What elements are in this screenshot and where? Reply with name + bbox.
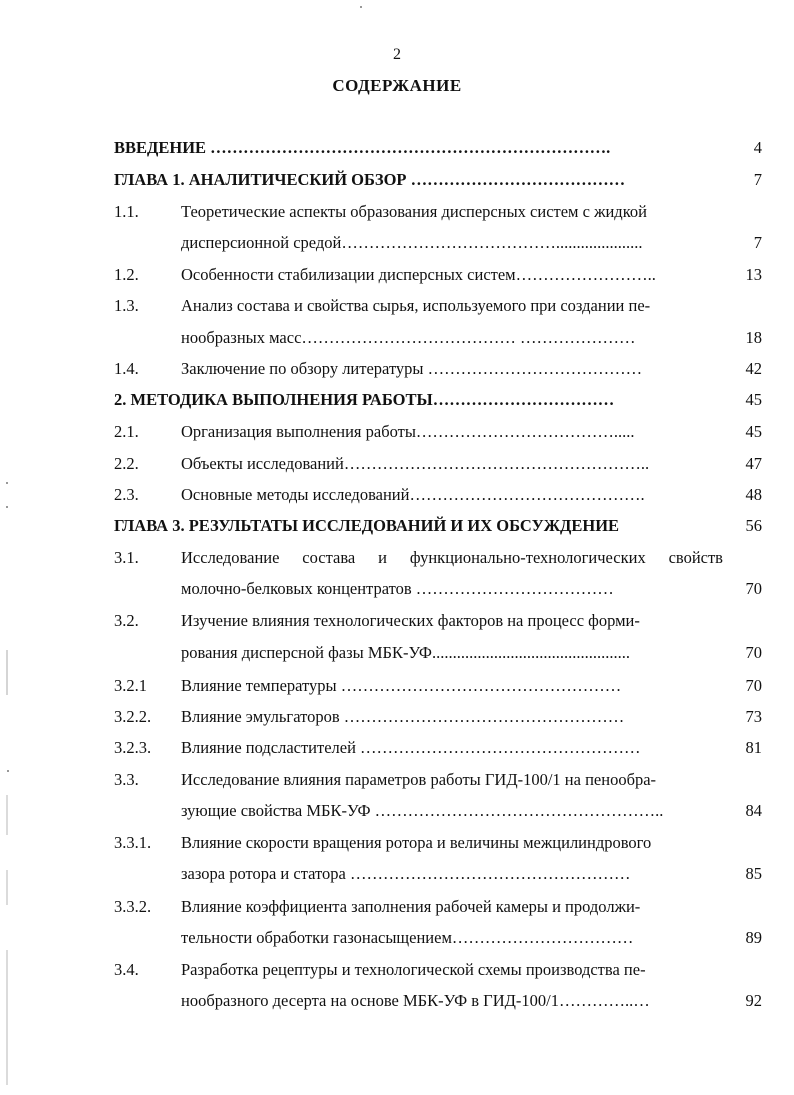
toc-entry-3-3-cont[interactable] [0,800,794,822]
scan-artifact [6,650,8,695]
toc-page: 56 [745,516,762,535]
toc-page: 81 [745,738,762,757]
scan-artifact [7,770,9,772]
toc-entry-text: молочно-белковых концентратов ……………………………… [181,579,614,598]
toc-entry-1-1[interactable] [0,201,794,223]
toc-entry-text: Влияние скорости вращения ротора и величины межцилиндрового [181,833,652,852]
toc-entry-text: ГЛАВА 1. АНАЛИТИЧЕСКИЙ ОБЗОР ………………………………… [114,170,626,189]
toc-entry-3-3-2[interactable] [0,896,794,918]
toc-entry-text: 2. МЕТОДИКА ВЫПОЛНЕНИЯ РАБОТЫ…………………………… [114,390,615,409]
toc-entry-3-4-cont[interactable] [0,990,794,1012]
toc-entry-3-4[interactable] [0,959,794,981]
toc-page: 89 [745,928,762,947]
toc-entry-1-4[interactable] [0,358,794,380]
toc-number: 3.2.3. [114,738,152,757]
scan-artifact [6,950,8,1085]
scan-artifact [6,506,8,508]
word: свойств [668,548,723,567]
toc-entry-3-2-1[interactable] [0,675,794,697]
toc-entry-text: рования дисперсной фазы МБК-УФ................................................ [181,643,630,662]
toc-entry-3-2[interactable] [0,610,794,632]
toc-entry-text: Влияние эмульгаторов …………………………………………… [181,707,625,726]
toc-page: 45 [745,422,762,441]
toc-page: 7 [753,170,762,189]
toc-entry-text: Влияние коэффициента заполнения рабочей камеры и продолжи- [181,897,641,916]
toc-number: 2.2. [114,454,139,473]
toc-entry-2-2[interactable] [0,453,794,475]
toc-entry-text: нообразного десерта на основе МБК-УФ в ГИД-100/1…………..… [181,991,650,1010]
toc-number: 2.3. [114,485,139,504]
toc-entry-text-justified [181,547,723,569]
toc-entry-text: Влияние температуры …………………………………………… [181,676,622,695]
toc-entry-chapter-3[interactable] [0,515,794,537]
toc-page: 18 [745,328,762,347]
toc-page: 47 [745,454,762,473]
toc-number: 1.2. [114,265,139,284]
toc-entry-3-3-1[interactable] [0,832,794,854]
scan-artifact [6,795,8,835]
toc-entry-1-2[interactable] [0,264,794,286]
toc-entry-text: Исследование влияния параметров работы ГИД-100/1 на пенообра- [181,770,657,789]
toc-entry-2-3[interactable] [0,484,794,506]
toc-entry-3-1[interactable] [0,547,794,569]
toc-entry-3-3-1-cont[interactable] [0,863,794,885]
toc-page: 48 [745,485,762,504]
toc-entry-text: ВВЕДЕНИЕ ………………………………………………………………. [114,138,611,157]
scan-artifact [6,870,8,905]
word: функционально-технологических [409,548,646,567]
word: состава [302,548,356,567]
toc-entry-text: Влияние подсластителей …………………………………………… [181,738,641,757]
toc-page: 13 [745,265,762,284]
toc-entry-text: ГЛАВА 3. РЕЗУЛЬТАТЫ ИССЛЕДОВАНИЙ И ИХ ОБСУЖДЕНИЕ [114,516,620,535]
toc-entry-text: зазора ротора и статора …………………………………………… [181,864,631,883]
toc-entry-text: нообразных масс………………………………… ………………… [181,328,636,347]
toc-number: 3.3.1. [114,833,152,852]
toc-number: 3.2. [114,611,139,630]
toc-page: 85 [745,864,762,883]
toc-entry-text: зующие свойства МБК-УФ …………………………………………….. [181,801,664,820]
page-number: 2 [393,46,401,63]
toc-number: 1.1. [114,202,139,221]
toc-entry-text: Теоретические аспекты образования дисперсных систем с жидкой [181,202,647,221]
toc-number: 1.3. [114,296,139,315]
toc-entry-2-1[interactable] [0,421,794,443]
toc-entry-1-1-cont[interactable] [0,232,794,254]
toc-page: 92 [745,991,762,1010]
toc-entry-chapter-2[interactable] [0,389,794,411]
toc-entry-chapter-1[interactable] [0,169,794,191]
toc-entry-text: Особенности стабилизации дисперсных систем…………………….. [181,265,656,284]
toc-number: 1.4. [114,359,139,378]
toc-entry-text: Анализ состава и свойства сырья, используемого при создании пе- [181,296,651,315]
toc-page: 42 [745,359,762,378]
word: Исследование [181,548,280,567]
word: и [378,548,387,567]
toc-entry-3-2-2[interactable] [0,706,794,728]
page-title: СОДЕРЖАНИЕ [332,76,462,95]
toc-number: 3.3.2. [114,897,152,916]
toc-page: 45 [745,390,762,409]
toc-entry-text: дисперсионной средой…………………………………..................... [181,233,643,252]
scan-artifact [360,6,362,8]
toc-number: 3.1. [114,548,139,567]
toc-entry-text: Разработка рецептуры и технологической схемы производства пе- [181,960,646,979]
toc-page: 70 [745,676,762,695]
toc-number: 2.1. [114,422,139,441]
toc-entry-3-3[interactable] [0,769,794,791]
toc-page: 70 [745,643,762,662]
toc-page: 4 [753,138,762,157]
toc-entry-1-3[interactable] [0,295,794,317]
toc-entry-text: тельности обработки газонасыщением…………………………… [181,928,634,947]
toc-page: 84 [745,801,762,820]
toc-entry-3-2-cont[interactable] [0,642,794,664]
toc-page: 70 [745,579,762,598]
toc-entry-text: Организация выполнения работы………………………………..... [181,422,635,441]
toc-entry-text: Заключение по обзору литературы ………………………………… [181,359,643,378]
toc-page: 73 [745,707,762,726]
toc-number: 3.2.1 [114,676,147,695]
toc-page: 7 [753,233,762,252]
toc-entry-text: Изучение влияния технологических факторов на процесс форми- [181,611,640,630]
toc-entry-3-2-3[interactable] [0,737,794,759]
scan-artifact [6,482,8,484]
toc-number: 3.4. [114,960,139,979]
toc-number: 3.3. [114,770,139,789]
toc-entry-1-3-cont[interactable] [0,327,794,349]
toc-entry-3-1-cont[interactable] [0,578,794,600]
toc-entry-text: Основные методы исследований……………………………………. [181,485,645,504]
toc-entry-introduction[interactable] [0,137,794,159]
toc-entry-3-3-2-cont[interactable] [0,927,794,949]
toc-entry-text: Объекты исследований……………………………………………….. [181,454,650,473]
toc-number: 3.2.2. [114,707,152,726]
